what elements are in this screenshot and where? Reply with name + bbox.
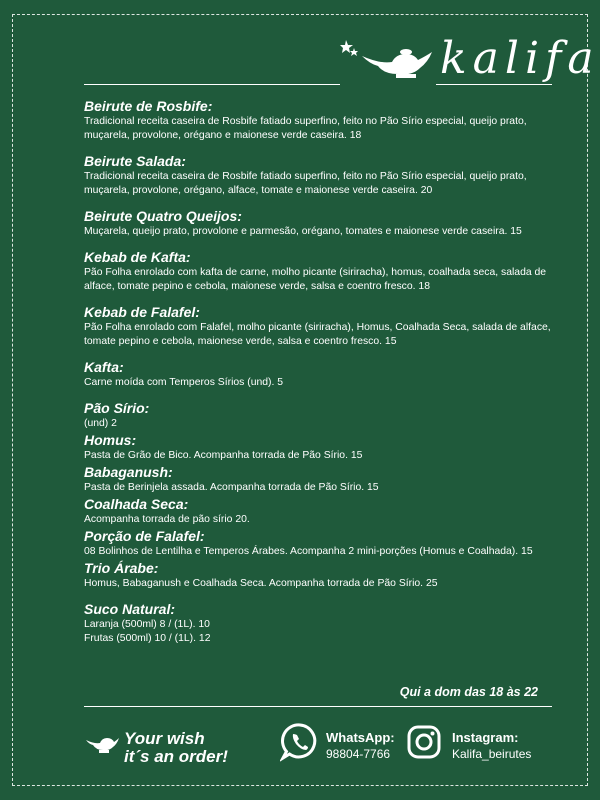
- menu-item-description: Homus, Babaganush e Coalhada Seca. Acompanha torrada de Pão Sírio. 25: [84, 578, 438, 589]
- footer: [0, 712, 600, 782]
- menu-item-description: (und) 2: [84, 418, 117, 429]
- instagram-title: Instagram:: [452, 730, 519, 745]
- menu-item-description-line: Frutas (500ml) 10 / (1L). 12: [84, 633, 211, 644]
- slogan-line: Your wish: [124, 729, 205, 748]
- menu-item-description: Pasta de Grão de Bico. Acompanha torrada de Pão Sírio. 15: [84, 450, 363, 461]
- header: [340, 30, 600, 90]
- menu-item: [84, 400, 554, 431]
- menu-item-description: Pão Folha enrolado com kafta de carne, molho picante (siriracha), homus, coalhada seca, salada de alface, tomate pepino e cebola, maionese verde, salsa e coentro fresco. 18: [84, 267, 547, 292]
- slogan: [124, 730, 228, 766]
- menu-item-description: 08 Bolinhos de Lentilha e Temperos Árabes. Acompanha 2 mini-porções (Homus e Coalhada). 15: [84, 546, 533, 557]
- menu-item: [84, 98, 554, 143]
- menu-item: [84, 464, 554, 495]
- whatsapp-number[interactable]: 98804-7766: [326, 747, 391, 761]
- menu-item-title: Beirute de Rosbife:: [84, 98, 213, 114]
- menu-item: [84, 528, 554, 559]
- header-divider: [84, 84, 340, 85]
- brand-logo: kalifa: [440, 33, 600, 84]
- menu-item: [84, 560, 554, 591]
- menu-item-description-line: Laranja (500ml) 8 / (1L). 10: [84, 619, 210, 630]
- menu-item-description: Acompanha torrada de pão sírio 20.: [84, 514, 250, 525]
- menu-item-title: Babaganush:: [84, 464, 173, 480]
- genie-lamp-icon: [340, 34, 440, 84]
- menu-item: [84, 359, 554, 390]
- menu-item-title: Suco Natural:: [84, 601, 176, 617]
- menu-item: [84, 208, 554, 239]
- whatsapp-icon[interactable]: [280, 722, 320, 762]
- menu-item: [84, 304, 554, 349]
- whatsapp-title: WhatsApp:: [326, 730, 395, 745]
- menu-item-title: Kebab de Falafel:: [84, 304, 200, 320]
- menu-item-description: Muçarela, queijo prato, provolone e parmesão, orégano, tomates e maionese verde caseira. 15: [84, 226, 522, 237]
- menu-item-title: Kebab de Kafta:: [84, 249, 191, 265]
- menu-item-description: Pasta de Berinjela assada. Acompanha torrada de Pão Sírio. 15: [84, 482, 379, 493]
- menu-item-description: Tradicional receita caseira de Rosbife fatiado superfino, feito no Pão Sírio especial, queijo prato, muçarela, provolone, orégano, alface, tomate e maionese verde caseira. 20: [84, 171, 527, 196]
- opening-hours: Qui a dom das 18 às 22: [399, 685, 538, 699]
- genie-lamp-icon: [84, 732, 120, 754]
- menu-item: [84, 496, 554, 527]
- instagram-icon[interactable]: [406, 724, 442, 760]
- menu-item-title: Coalhada Seca:: [84, 496, 189, 512]
- logo-underline: [436, 84, 552, 85]
- menu-item-description: Tradicional receita caseira de Rosbife fatiado superfino, feito no Pão Sírio especial, queijo prato, muçarela, provolone, orégano e maionese verde caseira. 18: [84, 116, 527, 141]
- instagram-handle[interactable]: Kalifa_beirutes: [452, 747, 532, 761]
- menu-item: [84, 601, 554, 646]
- menu-item: [84, 432, 554, 463]
- menu-item-title: Kafta:: [84, 359, 124, 375]
- menu-item-title: Trio Árabe:: [84, 560, 159, 576]
- menu-item-title: Porção de Falafel:: [84, 528, 205, 544]
- menu-item: [84, 153, 554, 198]
- footer-divider: [84, 706, 552, 707]
- menu-item-description: Pão Folha enrolado com Falafel, molho picante (siriracha), Homus, Coalhada Seca, salada de alface, tomate pepino e cebola, maionese verde, salsa e coentro fresco. 15: [84, 322, 551, 347]
- menu-list: [84, 98, 554, 646]
- menu-item-title: Beirute Quatro Queijos:: [84, 208, 242, 224]
- menu-item-title: Pão Sírio:: [84, 400, 150, 416]
- menu-item-description: Carne moída com Temperos Sírios (und). 5: [84, 377, 284, 388]
- menu-item-title: Homus:: [84, 432, 137, 448]
- menu-item-title: Beirute Salada:: [84, 153, 186, 169]
- menu-item: [84, 249, 554, 294]
- slogan-line: it´s an order!: [124, 747, 228, 766]
